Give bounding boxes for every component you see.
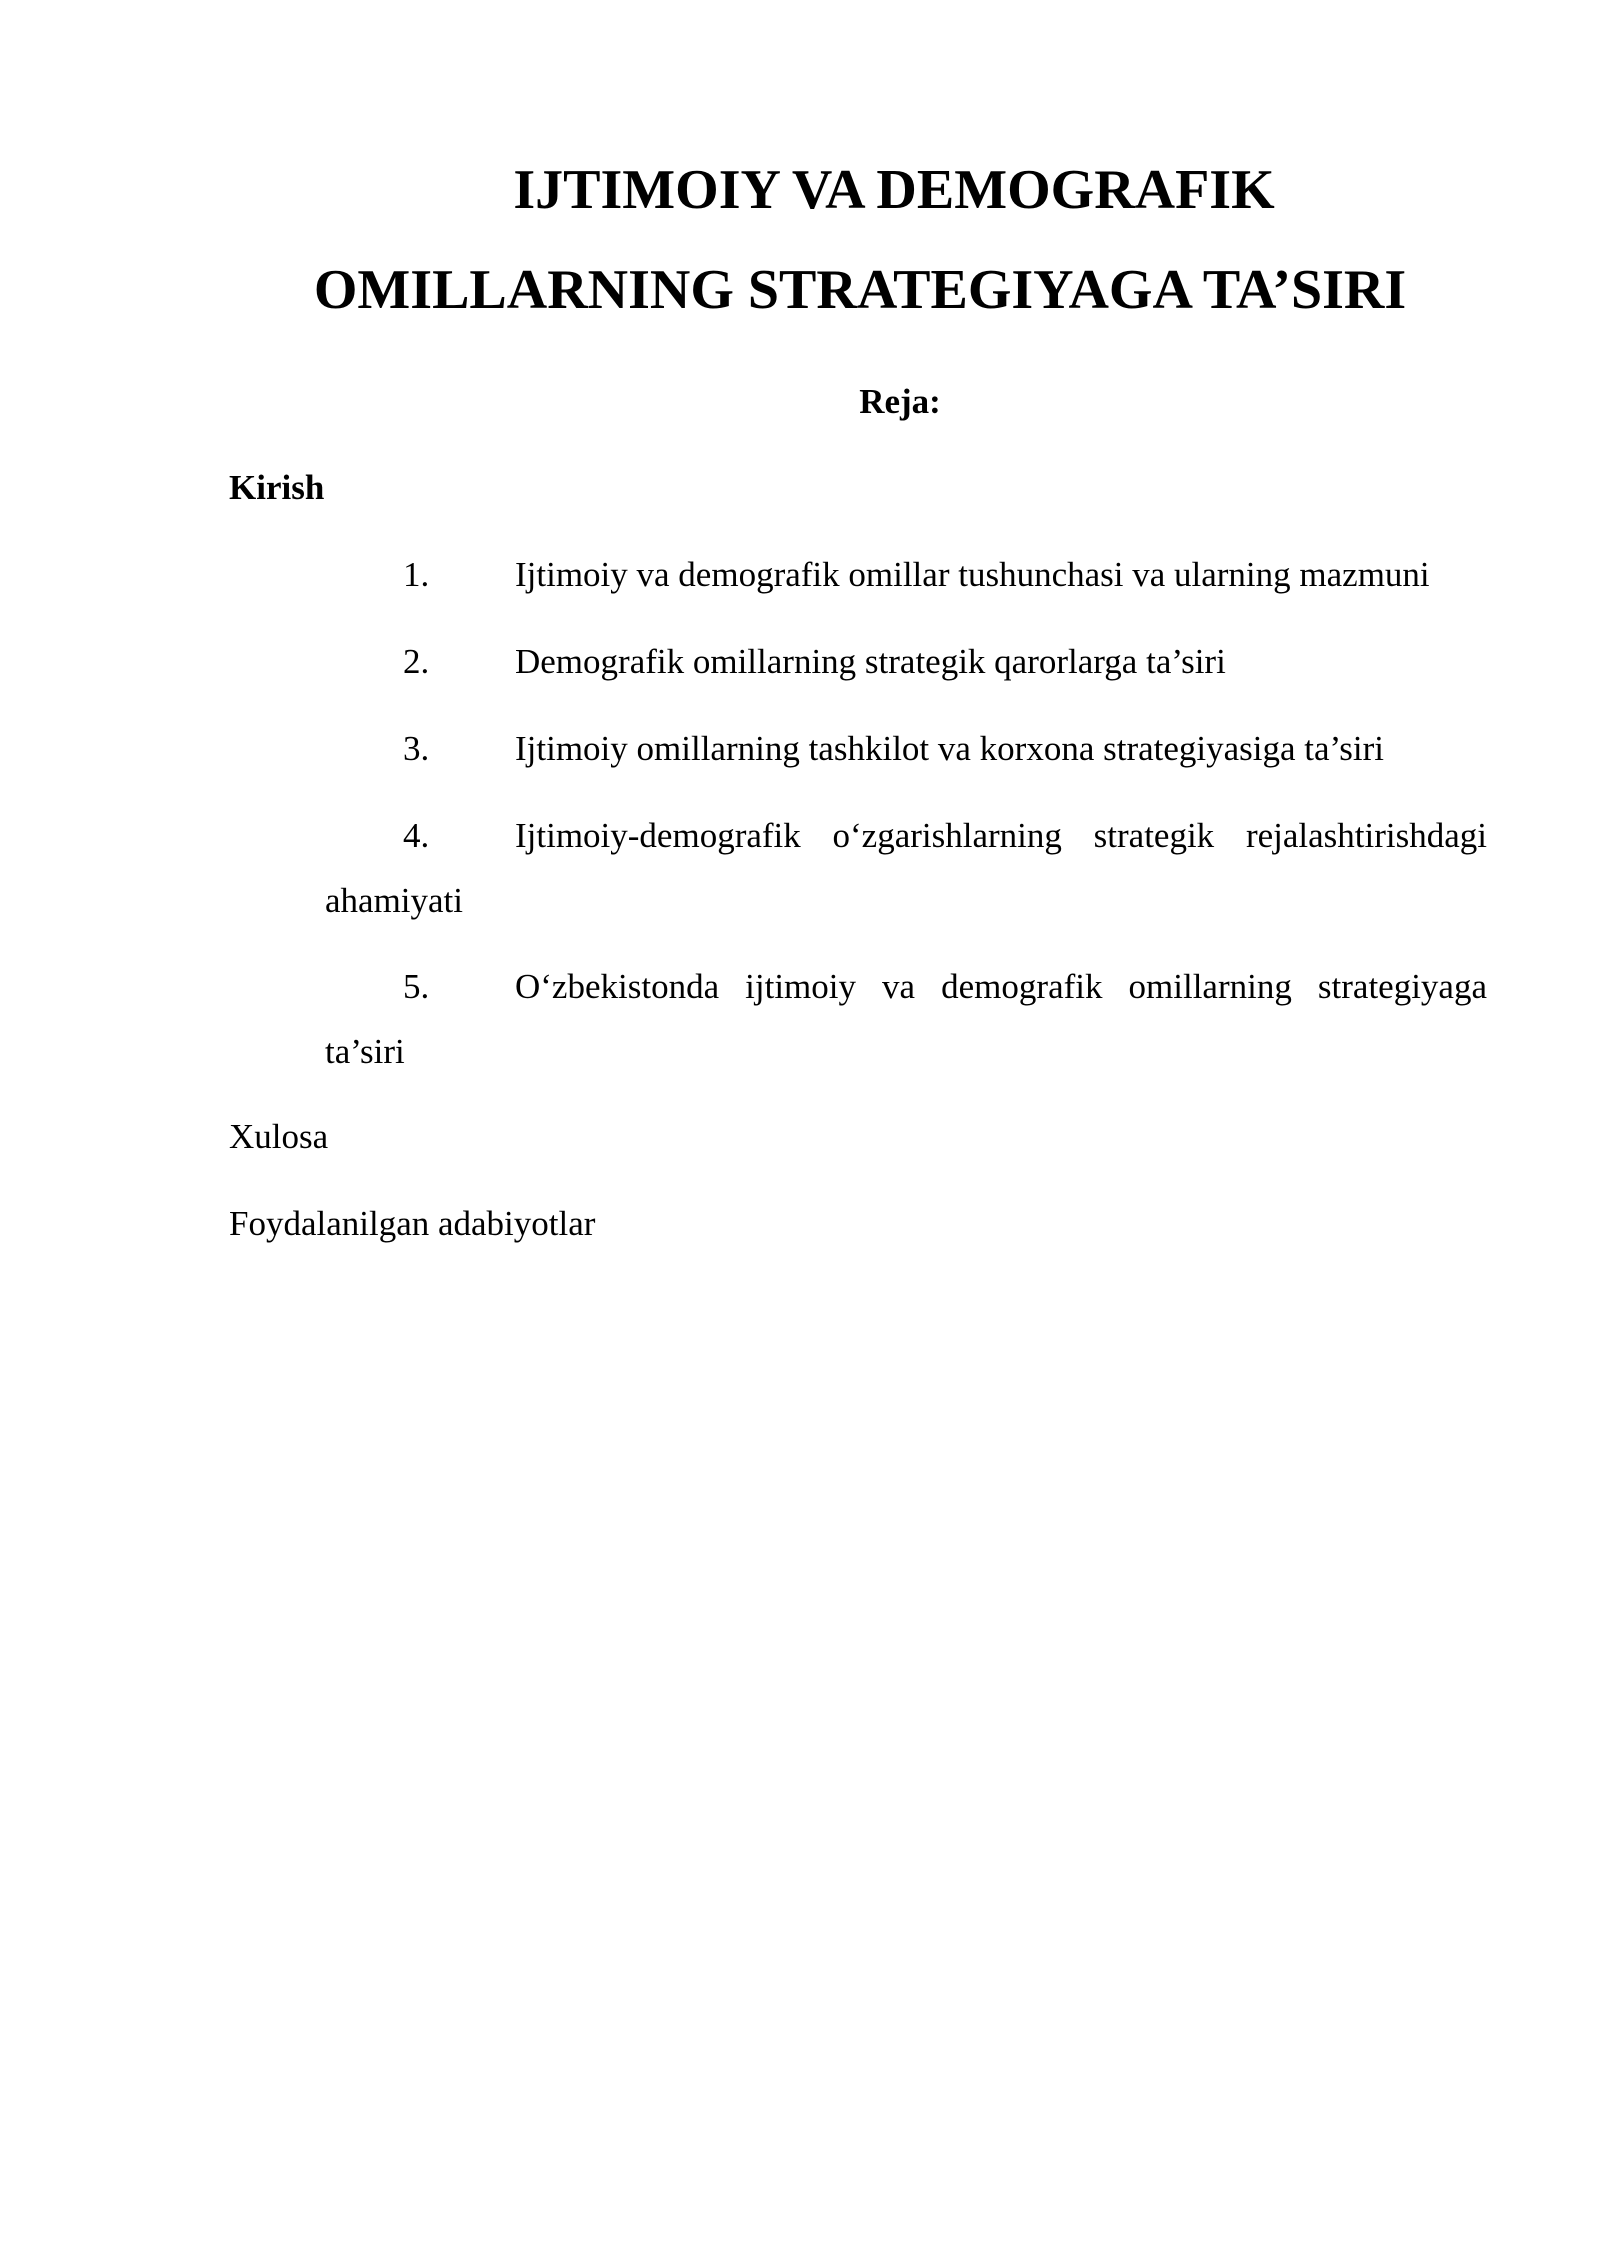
plan-item-number: 1. <box>403 555 430 594</box>
plan-item-number: 4. <box>403 816 430 855</box>
plan-intro: Kirish <box>229 468 325 507</box>
plan-conclusion: Xulosa <box>229 1117 329 1156</box>
plan-item-continuation: ta’siri <box>325 1032 405 1071</box>
plan-heading-text: Reja: <box>859 382 941 421</box>
document-title-line-1: IJTIMOIY VA DEMOGRAFIK <box>513 159 1275 221</box>
plan-item-text: Ijtimoiy omillarning tashkilot va korxona strategiyasiga ta’siri <box>515 729 1385 768</box>
document-title-line-2: OMILLARNING STRATEGIYAGA TA’SIRI <box>313 259 1407 321</box>
plan-item-continuation: ahamiyati <box>325 881 464 920</box>
plan-item-text: O‘zbekistonda ijtimoiy va demografik omillarning strategiyaga <box>515 967 1487 1006</box>
plan-item-text: Ijtimoiy-demografik o‘zgarishlarning strategik rejalashtirishdagi <box>515 816 1487 855</box>
plan-heading <box>0 380 1600 424</box>
plan-references: Foydalanilgan adabiyotlar <box>229 1204 596 1243</box>
plan-item-number: 3. <box>403 729 430 768</box>
plan-item-number: 5. <box>403 967 430 1006</box>
plan-item-text: Demografik omillarning strategik qarorlarga ta’siri <box>515 642 1226 681</box>
plan-item-text: Ijtimoiy va demografik omillar tushunchasi va ularning mazmuni <box>515 555 1430 594</box>
plan-item-number: 2. <box>403 642 430 681</box>
